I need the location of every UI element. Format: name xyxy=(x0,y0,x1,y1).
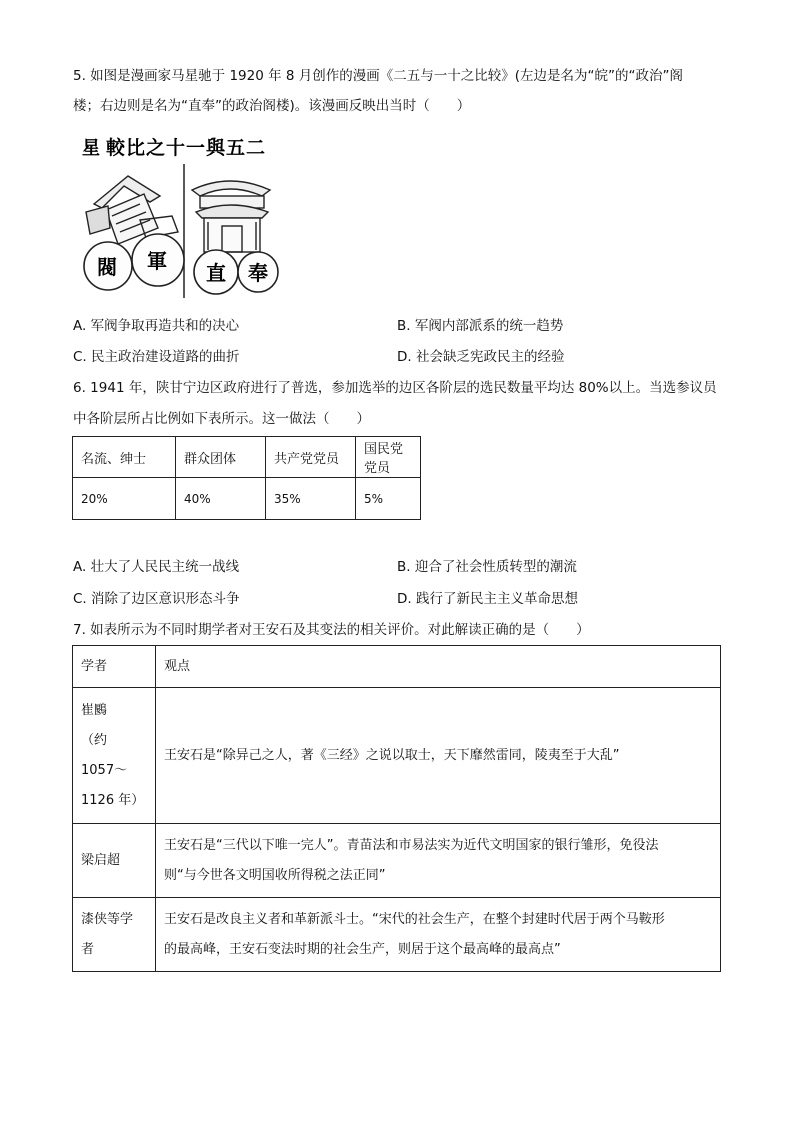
view-line: 王安石是“除异己之人，著《三经》之说以取士，天下靡然雷同，陵夷至于大乱” xyxy=(164,747,620,763)
view-line: 王安石是“三代以下唯一完人”。青苗法和市易法实为近代文明国家的银行雏形，免役法 xyxy=(164,837,659,853)
view-cell xyxy=(156,824,721,898)
scholar-line: 者 xyxy=(81,941,95,957)
table-header-cell: 群众团体 xyxy=(176,437,266,478)
table-row xyxy=(73,898,721,972)
view-line: 则“与今世各文明国收所得税之法正同” xyxy=(164,867,386,883)
table-header-cell: 观点 xyxy=(156,646,721,688)
q6-stem-line1: 6. 1941 年，陕甘宁边区政府进行了普选，参加选举的边区各阶层的选民数量平均达 80%以上。当选参议员 xyxy=(73,380,717,396)
scholar-line: 1126 年） xyxy=(81,792,145,808)
q5-stem-line2: 楼；右边则是名为“直奉”的政治阁楼)。该漫画反映出当时（ ） xyxy=(73,98,471,114)
scholar-cell xyxy=(73,688,156,824)
cartoon-char-right-2: 奉 xyxy=(248,261,268,285)
table-cell: 40% xyxy=(176,478,266,520)
right-pavilion xyxy=(192,181,270,252)
table-cell: 5% xyxy=(356,478,421,520)
q6-option-d[interactable]: D. 践行了新民主主义革命思想 xyxy=(397,591,578,607)
q7-stem: 7. 如表所示为不同时期学者对王安石及其变法的相关评价。对此解读正确的是（ ） xyxy=(73,622,590,638)
cartoon-figure xyxy=(80,132,280,300)
q6-table xyxy=(72,436,421,520)
q5-option-c[interactable]: C. 民主政治建设道路的曲折 xyxy=(73,349,240,365)
cartoon-title: 較比之十一與五二 xyxy=(106,137,267,159)
view-cell xyxy=(156,898,721,972)
q5-option-d[interactable]: D. 社会缺乏宪政民主的经验 xyxy=(397,349,565,365)
scholar-cell xyxy=(73,898,156,972)
q6-stem-line2: 中各阶层所占比例如下表所示。这一做法（ ） xyxy=(73,411,370,427)
table-cell: 35% xyxy=(266,478,356,520)
table-row xyxy=(73,437,421,478)
table-row xyxy=(73,646,721,688)
left-pavilion xyxy=(86,176,178,244)
scholar-line: 漆侠等学 xyxy=(81,911,134,927)
scholar-line: （约 xyxy=(81,732,108,748)
cartoon-char-left-2: 軍 xyxy=(147,249,167,273)
cartoon-drawing xyxy=(80,132,280,300)
scholar-line: 1057～ xyxy=(81,762,128,778)
scholar-line: 崔鶠 xyxy=(81,702,108,718)
table-row xyxy=(73,824,721,898)
view-cell xyxy=(156,688,721,824)
table-row xyxy=(73,688,721,824)
q6-option-a[interactable]: A. 壮大了人民民主统一战线 xyxy=(73,559,240,575)
scholar-cell xyxy=(73,824,156,898)
view-line: 王安石是改良主义者和革新派斗士。“宋代的社会生产，在整个封建时代居于两个马鞍形 xyxy=(164,911,665,927)
q6-option-c[interactable]: C. 消除了边区意识形态斗争 xyxy=(73,591,240,607)
table-cell: 20% xyxy=(73,478,176,520)
table-header-cell: 国民党党员 xyxy=(356,437,421,478)
table-row xyxy=(73,478,421,520)
cartoon-char-left-1: 閥 xyxy=(97,255,117,279)
cartoon-char-right-1: 直 xyxy=(206,261,226,285)
table-header-cell: 学者 xyxy=(73,646,156,688)
scholar-line: 梁启超 xyxy=(81,852,121,868)
cartoon-signature: 星 xyxy=(82,138,100,159)
table-header-cell: 共产党党员 xyxy=(266,437,356,478)
table-header-cell: 名流、绅士 xyxy=(73,437,176,478)
q6-option-b[interactable]: B. 迎合了社会性质转型的潮流 xyxy=(397,559,577,575)
q7-table xyxy=(72,645,721,972)
view-line: 的最高峰，王安石变法时期的社会生产，则居于这个最高峰的最高点” xyxy=(164,941,561,957)
q5-stem-line1: 5. 如图是漫画家马星驰于 1920 年 8 月创作的漫画《二五与一十之比较》(左边是名为“皖”的“政治”阁 xyxy=(73,68,684,84)
q5-option-b[interactable]: B. 军阀内部派系的统一趋势 xyxy=(397,318,564,334)
q5-option-a[interactable]: A. 军阀争取再造共和的决心 xyxy=(73,318,240,334)
